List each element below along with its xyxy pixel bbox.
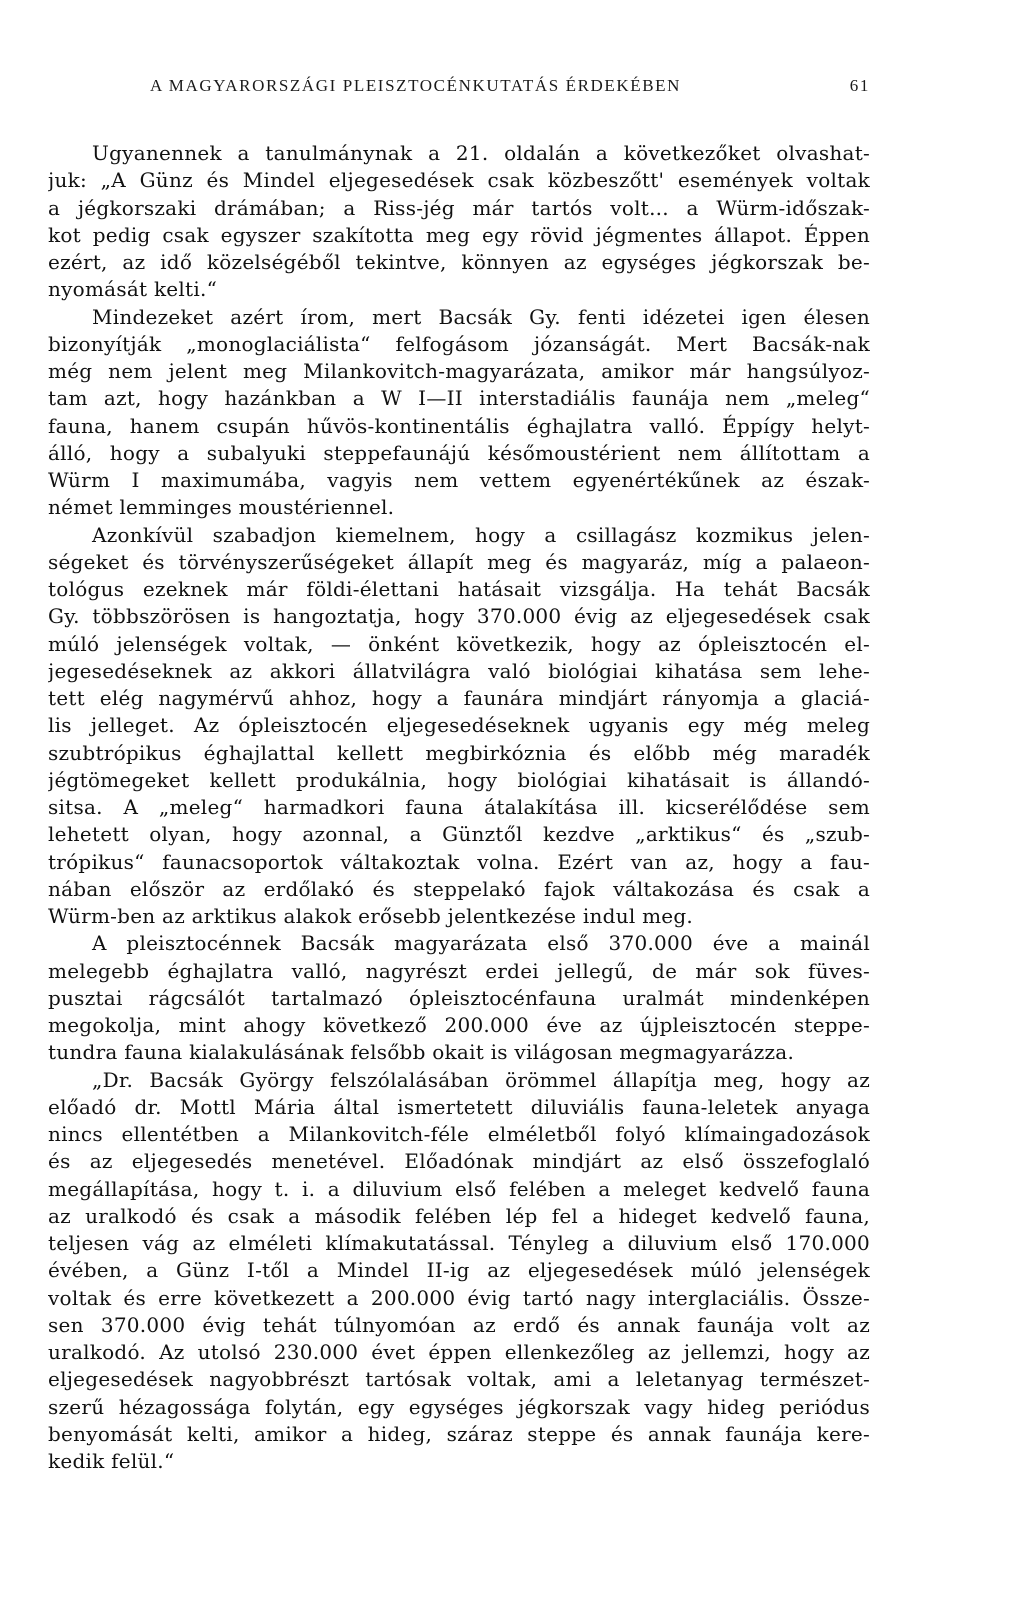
text-line: megokolja, mint ahogy következő 200.000 éve az újpleisztocén steppe- [48,1013,870,1037]
text-line: ezért, az idő közelségéből tekintve, könnyen az egységes jégkorszak be- [48,250,870,274]
text-line: benyomását kelti, amikor a hideg, száraz steppe és annak faunája kere- [48,1421,870,1446]
text-line: álló, hogy a subalyuki steppefaunájú későmoustérient nem állítottam a [48,440,870,465]
text-line: voltak és erre következett a 200.000 évig tartó nagy interglaciális. Össze- [48,1285,870,1310]
text-line: megállapítása, hogy t. i. a diluvium első felében a meleget kedvelő fauna [48,1176,870,1201]
text-line: melegebb éghajlatra valló, nagyrészt erdei jellegű, de már sok füves- [48,958,870,983]
text-line: előadó dr. Mottl Mária által ismertetett diluviális fauna-leletek anyaga [48,1094,870,1119]
text-line: a jégkorszaki drámában; a Riss-jég már tartós volt... a Würm-időszak- [48,195,870,220]
text-line: Würm-ben az arktikus alakok erősebb jelentkezése indul meg. [48,904,694,928]
text-line: sen 370.000 évig tehát túlnyomóan az erdő és annak faunája volt az [48,1312,870,1337]
text-line: jegesedéseknek az akkori állatvilágra való biológiai kihatása sem lehe- [48,658,870,683]
text-line: jégtömegeket kellett produkálnia, hogy biológiai kihatásait is állandó- [48,767,870,792]
text-line: Gy. többszörösen is hangoztatja, hogy 370.000 évig az eljegesedések csak [48,604,870,629]
text-line: pusztai rágcsálót tartalmazó ópleisztocénfauna uralmát mindenképen [48,985,870,1010]
text-line: uralkodó. Az utolsó 230.000 évet éppen ellenkezőleg az jellemzi, hogy az [48,1340,870,1364]
text-line: bizonyítják „monoglaciálista“ felfogásom józanságát. Mert Bacsák-nak [48,331,870,356]
text-line: tett elég nagymérvű ahhoz, hogy a faunára mindjárt rányomja a glaciá- [48,686,870,710]
text-line: Ugyanennek a tanulmánynak a 21. oldalán a következőket olvashat- [92,141,870,165]
text-line: „Dr. Bacsák György felszólalásában örömmel állapítja meg, hogy az [92,1067,870,1092]
text-line: tundra fauna kialakulásának felsőbb okait is világosan megmagyarázza. [48,1040,795,1065]
text-line: nában először az erdőlakó és steppelakó fajok váltakozása és csak a [48,876,870,901]
body-text [48,140,870,1475]
text-line: fauna, hanem csupán hűvös-kontinentális éghajlatra valló. Éppígy helyt- [48,413,870,438]
page-number: 61 [849,76,870,95]
text-line: nincs ellentétben a Milankovitch-féle elméletből folyó klímaingadozások [48,1122,870,1146]
text-line: tológus ezeknek már földi-élettani hatásait vizsgálja. Ha tehát Bacsák [48,577,870,601]
text-line: Mindezeket azért írom, mert Bacsák Gy. fenti idézetei igen élesen [92,304,870,329]
text-line: lehetett olyan, hogy azonnal, a Günztől kezdve „arktikus“ és „szub- [48,822,870,847]
text-line: kot pedig csak egyszer szakította meg egy rövid jégmentes állapot. Éppen [48,222,870,247]
text-line: szubtrópikus éghajlattal kellett megbirkóznia és előbb még maradék [48,740,870,765]
text-line: szerű hézagossága folytán, egy egységes jégkorszak vagy hideg periódus [48,1394,870,1419]
text-line: ségeket és törvényszerűségeket állapít meg és magyaráz, míg a palaeon- [48,549,870,574]
running-title: A MAGYARORSZÁGI PLEISZTOCÉNKUTATÁS ÉRDEKÉBEN [150,76,682,95]
text-line: nyomását kelti.“ [48,277,218,302]
text-line: még nem jelent meg Milankovitch-magyarázata, amikor már hangsúlyoz- [48,359,870,383]
running-header [150,76,870,102]
text-line: tam azt, hogy hazánkban a W I—II interstadiális faunája nem „meleg“ [48,386,870,411]
text-line: Würm I maximumába, vagyis nem vettem egyenértékűnek az észak- [48,468,870,492]
text-line: juk: „A Günz és Mindel eljegesedések csak közbeszőtt' események voltak [48,168,870,193]
text-line: Azonkívül szabadjon kiemelnem, hogy a csillagász kozmikus jelen- [92,522,870,547]
text-line: A pleisztocénnek Bacsák magyarázata első 370.000 éve a mainál [92,931,870,956]
text-line: sitsa. A „meleg“ harmadkori fauna átalakítása ill. kicserélődése sem [48,795,870,819]
text-line: lis jelleget. Az ópleisztocén eljegesedéseknek ugyanis egy még meleg [48,713,870,738]
text-line: trópikus“ faunacsoportok váltakoztak volna. Ezért van az, hogy a fau- [48,849,870,874]
text-line: és az eljegesedés menetével. Előadónak mindjárt az első összefoglaló [48,1149,870,1174]
text-line: eljegesedések nagyobbrészt tartósak voltak, ami a leletanyag természet- [48,1367,870,1392]
text-line: német lemminges moustériennel. [48,495,395,520]
text-line: az uralkodó és csak a második felében lép fel a hideget kedvelő fauna, [48,1203,870,1228]
text-line: évében, a Günz I-től a Mindel II-ig az eljegesedések múló jelenségek [48,1258,870,1283]
text-line: kedik felül.“ [48,1449,175,1473]
text-line: teljesen vág az elméleti klímakutatással. Tényleg a diluvium első 170.000 [48,1231,870,1255]
text-line: múló jelenségek voltak, — önként következik, hogy az ópleisztocén el- [48,631,870,656]
